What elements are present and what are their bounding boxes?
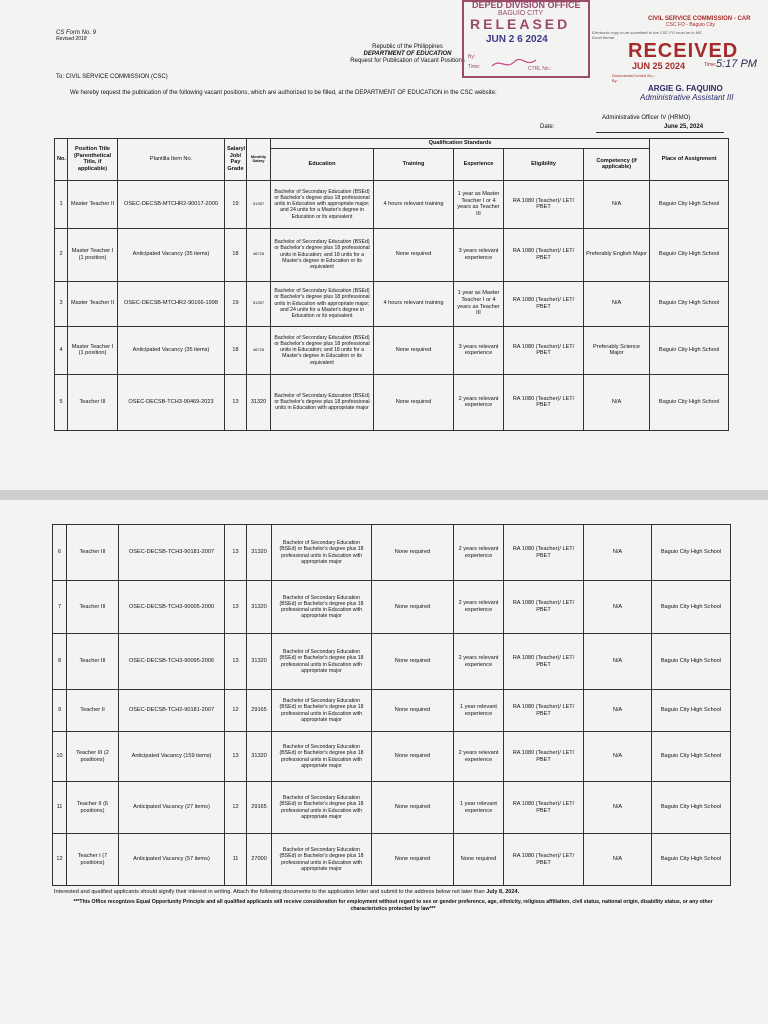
cell-experience: 1 year as Master Teacher I or 4 years as Teacher III [454, 180, 504, 228]
cell-education: Bachelor of Secondary Education (BSEd) or Bachelor's degree plus 18 professional units in Education with appropriate major [272, 634, 372, 690]
cell-eligibility: RA 1080 (Teacher)/ LET/ PBET [504, 374, 584, 430]
received-stamp-word: RECEIVED [628, 40, 739, 62]
received-stamp-ctrl: Documents/Control No.: [612, 73, 655, 78]
cell-no: 7 [53, 581, 67, 634]
cell-position: Teacher III [67, 581, 119, 634]
cell-salary: 29165 [247, 690, 272, 732]
cell-training: 4 hours relevant training [374, 281, 454, 326]
cell-training: None required [374, 228, 454, 281]
cell-plantilla: OSEC-DECSB-TCH3-90005-2000 [119, 581, 225, 634]
cell-salary: 27000 [247, 834, 272, 886]
cell-no: 4 [55, 326, 68, 374]
table-2-body [53, 525, 731, 886]
cell-eligibility: RA 1080 (Teacher)/ LET/ PBET [504, 690, 584, 732]
signatory-role-1: Administrative Assistant III [640, 93, 734, 102]
signatory-role-2: Administrative Officer IV (HRMO) [602, 115, 691, 121]
cell-no: 9 [53, 690, 67, 732]
cell-no: 5 [55, 374, 68, 430]
header-education: Education [271, 148, 374, 180]
cell-eligibility: RA 1080 (Teacher)/ LET/ PBET [504, 228, 584, 281]
date-underline [596, 132, 724, 133]
cell-salary: 46725 [247, 228, 271, 281]
intro-text: We hereby request the publication of the following vacant positions, which are authorized to be filled, at the DEPARTMENT OF EDUCATION in the CSC website: [70, 90, 497, 96]
cell-training: None required [374, 374, 454, 430]
cell-training: None required [372, 581, 454, 634]
cell-salary: 31320 [247, 634, 272, 690]
cell-competency: N/A [584, 634, 652, 690]
cell-no: 10 [53, 732, 67, 782]
cell-sg: 12 [225, 782, 247, 834]
released-stamp-ctrl: CTRL No.: [528, 66, 552, 72]
cell-eligibility: RA 1080 (Teacher)/ LET/ PBET [504, 180, 584, 228]
document-page-1 [0, 0, 768, 490]
cell-no: 3 [55, 281, 68, 326]
cell-position: Master Teacher I (1 position) [68, 228, 118, 281]
cell-competency: N/A [584, 281, 650, 326]
cell-eligibility: RA 1080 (Teacher)/ LET/ PBET [504, 732, 584, 782]
document-page-2 [0, 500, 768, 1024]
cell-education: Bachelor of Secondary Education (BSEd) or Bachelor's degree plus 18 professional units in Education with appropriate major; and 24 units for a Master's degree in Education or its equivalent [271, 281, 374, 326]
cell-place: Baguio City High School [652, 525, 731, 581]
cell-competency: N/A [584, 834, 652, 886]
table-row [55, 281, 729, 326]
cell-position: Master Teacher I (1 position) [68, 326, 118, 374]
cell-sg: 18 [225, 326, 247, 374]
header-plantilla: Plantilla Item No. [118, 139, 225, 181]
cell-competency: N/A [584, 690, 652, 732]
cell-salary: 46725 [247, 326, 271, 374]
cell-no: 8 [53, 634, 67, 690]
cell-competency: N/A [584, 525, 652, 581]
cell-competency: Preferably English Major [584, 228, 650, 281]
form-revision: Revised 2018 [56, 36, 87, 42]
cell-no: 11 [53, 782, 67, 834]
footer-instruction [54, 889, 730, 895]
cell-sg: 13 [225, 732, 247, 782]
header-competency: Competency (if applicable) [584, 148, 650, 180]
header-place: Place of Assignment [650, 139, 729, 181]
cell-position: Teacher II (6 positions) [67, 782, 119, 834]
cell-competency: N/A [584, 782, 652, 834]
cell-no: 6 [53, 525, 67, 581]
cell-sg: 11 [225, 834, 247, 886]
cell-plantilla: OSEC-DECSB-TCH3-90181-2007 [119, 525, 225, 581]
header-salary-grade: Salary/ Job/ Pay Grade [225, 139, 247, 181]
released-stamp-by: By: [468, 54, 476, 60]
cell-place: Baguio City High School [652, 732, 731, 782]
cell-education: Bachelor of Secondary Education (BSEd) or Bachelor's degree plus 18 professional units in Education with appropriate major [272, 525, 372, 581]
table-row [55, 180, 729, 228]
cell-no: 2 [55, 228, 68, 281]
csc-stamp-title: CIVIL SERVICE COMMISSION - CAR [648, 16, 751, 22]
cell-eligibility: RA 1080 (Teacher)/ LET/ PBET [504, 581, 584, 634]
header-eligibility: Eligibility [504, 148, 584, 180]
date-label: Date: [540, 124, 555, 130]
csc-stamp-note: Electronic copy to be submitted to the CSC FO must be in MS Excel format [592, 30, 702, 40]
cell-sg: 12 [225, 690, 247, 732]
cell-place: Baguio City High School [650, 180, 729, 228]
department-name: DEPARTMENT OF EDUCATION [363, 51, 452, 57]
cell-eligibility: RA 1080 (Teacher)/ LET/ PBET [504, 834, 584, 886]
cell-education: Bachelor of Secondary Education (BSEd) or Bachelor's degree plus 18 professional units in Education with appropriate major [272, 732, 372, 782]
cell-competency: Preferably Science Major [584, 326, 650, 374]
cell-education: Bachelor of Secondary Education (BSEd) or Bachelor's degree plus 18 professional units in Education with appropriate major [271, 374, 374, 430]
cell-salary: 29165 [247, 782, 272, 834]
cell-position: Master Teacher II [68, 281, 118, 326]
cell-plantilla: OSEC-DECSB-TCH3-90095-2006 [119, 634, 225, 690]
received-stamp-date: JUN 25 2024 [632, 61, 686, 71]
released-stamp-city: BAGUIO CITY [498, 10, 544, 17]
header-position: Position Title (Parenthetical Title, if applicable) [68, 139, 118, 181]
cell-plantilla: Anticipated Vacancy (57 items) [119, 834, 225, 886]
cell-education: Bachelor of Secondary Education (BSEd) or Bachelor's degree plus 18 professional units in Education with appropriate major [272, 834, 372, 886]
cell-training: None required [372, 525, 454, 581]
cell-sg: 13 [225, 374, 247, 430]
footer-eop: ***This Office recognizes Equal Opportunity Principle and all qualified applicants will receive consideration for employment without regard to sex or gender preference, age, ethnicity, religious affiliation, civil status, national origin, disability status, or any other characteristics protected by law*** [73, 899, 713, 913]
cell-experience: 2 years relevant experience [454, 581, 504, 634]
cell-place: Baguio City High School [650, 281, 729, 326]
footer-instruction-text: Interested and qualified applicants should signify their interest in writing. Attach the following documents to the application letter and submit to the address below not later than [54, 889, 485, 895]
cell-experience: 3 years relevant experience [454, 228, 504, 281]
cell-salary: 31320 [247, 525, 272, 581]
header-monthly-salary: Monthly Salary [247, 139, 271, 181]
cell-plantilla: OSEC-DECSB-TCH3-90469-2023 [118, 374, 225, 430]
table-row [53, 525, 731, 581]
cell-experience: 2 years relevant experience [454, 732, 504, 782]
cell-no: 12 [53, 834, 67, 886]
cell-place: Baguio City High School [650, 374, 729, 430]
cell-training: None required [372, 782, 454, 834]
cell-eligibility: RA 1080 (Teacher)/ LET/ PBET [504, 634, 584, 690]
cell-sg: 13 [225, 634, 247, 690]
cell-sg: 13 [225, 581, 247, 634]
released-stamp-time: Time: [468, 64, 481, 70]
vacancy-table-1 [54, 138, 729, 431]
cell-position: Teacher III [67, 634, 119, 690]
vacancy-table-2 [52, 524, 731, 886]
cell-experience: 1 year as Master Teacher I or 4 years as Teacher III [454, 281, 504, 326]
cell-salary: 31320 [247, 581, 272, 634]
cell-plantilla: Anticipated Vacancy (27 items) [119, 782, 225, 834]
header-qualification: Qualification Standards [271, 139, 650, 149]
cell-training: None required [372, 690, 454, 732]
cell-training: None required [372, 834, 454, 886]
cell-education: Bachelor of Secondary Education (BSEd) or Bachelor's degree plus 18 professional units in Education; and 18 units for a Master's degree in Education or its equivalent [271, 228, 374, 281]
cell-sg: 13 [225, 525, 247, 581]
cell-eligibility: RA 1080 (Teacher)/ LET/ PBET [504, 782, 584, 834]
released-stamp-top: DEPED DIVISION OFFICE [472, 0, 581, 10]
header-experience: Experience [454, 148, 504, 180]
table-1-body [55, 180, 729, 430]
cell-education: Bachelor of Secondary Education (BSEd) or Bachelor's degree plus 18 professional units in Education with appropriate major [272, 782, 372, 834]
cell-position: Teacher III (2 positions) [67, 732, 119, 782]
cell-place: Baguio City High School [652, 581, 731, 634]
received-stamp-by: By: [612, 78, 618, 83]
cell-no: 1 [55, 180, 68, 228]
cell-plantilla: Anticipated Vacancy (159 items) [119, 732, 225, 782]
released-stamp-date: JUN 2 6 2024 [486, 34, 548, 45]
cell-training: 4 hours relevant training [374, 180, 454, 228]
table-row [53, 834, 731, 886]
cell-salary: 51357 [247, 281, 271, 326]
cell-position: Teacher III [68, 374, 118, 430]
cell-sg: 19 [225, 180, 247, 228]
cell-experience: 3 years relevant experience [454, 326, 504, 374]
request-title: Request for Publication of Vacant Positions [350, 58, 465, 64]
released-stamp-word: RELEASED [470, 16, 571, 32]
cell-plantilla: Anticipated Vacancy (35 items) [118, 228, 225, 281]
cell-position: Teacher II [67, 690, 119, 732]
cell-competency: N/A [584, 180, 650, 228]
cell-experience: 2 years relevant experience [454, 525, 504, 581]
table-row [55, 326, 729, 374]
cell-position: Teacher I (7 positions) [67, 834, 119, 886]
date-value: June 25, 2024 [664, 124, 704, 130]
cell-sg: 19 [225, 281, 247, 326]
received-stamp [612, 40, 762, 83]
csc-stamp [592, 16, 766, 40]
cell-place: Baguio City High School [652, 782, 731, 834]
cell-experience: 1 year relevant experience [454, 690, 504, 732]
cell-competency: N/A [584, 374, 650, 430]
cell-education: Bachelor of Secondary Education (BSEd) or Bachelor's degree plus 18 professional units in Education with appropriate major [272, 690, 372, 732]
cell-training: None required [372, 732, 454, 782]
cell-education: Bachelor of Secondary Education (BSEd) or Bachelor's degree plus 18 professional units in Education with appropriate major [272, 581, 372, 634]
cell-place: Baguio City High School [650, 228, 729, 281]
cell-experience: 2 years relevant experience [454, 374, 504, 430]
cell-position: Teacher III [67, 525, 119, 581]
cell-salary: 31320 [247, 732, 272, 782]
form-number: CS Form No. 9 [56, 30, 97, 36]
cell-eligibility: RA 1080 (Teacher)/ LET/ PBET [504, 281, 584, 326]
table-row [55, 374, 729, 430]
header-training: Training [374, 148, 454, 180]
cell-experience: 2 years relevant experience [454, 634, 504, 690]
cell-salary: 31320 [247, 374, 271, 430]
cell-plantilla: OSEC-DECSB-MTCHR2-90166-1998 [118, 281, 225, 326]
cell-place: Baguio City High School [652, 634, 731, 690]
table-row [55, 228, 729, 281]
republic-line: Republic of the Philippines [372, 44, 443, 50]
received-stamp-time-label: Time: [704, 62, 717, 68]
header-no: No. [55, 139, 68, 181]
cell-experience: None required [454, 834, 504, 886]
table-row [53, 732, 731, 782]
cell-eligibility: RA 1080 (Teacher)/ LET/ PBET [504, 525, 584, 581]
table-row [53, 634, 731, 690]
cell-plantilla: OSEC-DECSB-MTCHR2-90017-2000 [118, 180, 225, 228]
cell-competency: N/A [584, 732, 652, 782]
cell-place: Baguio City High School [652, 690, 731, 732]
cell-sg: 18 [225, 228, 247, 281]
cell-position: Master Teacher II [68, 180, 118, 228]
cell-training: None required [372, 634, 454, 690]
cell-salary: 51357 [247, 180, 271, 228]
signature-mark [490, 56, 540, 72]
cell-education: Bachelor of Secondary Education (BSEd) or Bachelor's degree plus 18 professional units in Education; and 18 units for a Master's degree in Education or its equivalent [271, 326, 374, 374]
table-row [53, 690, 731, 732]
cell-competency: N/A [584, 581, 652, 634]
table-row [53, 581, 731, 634]
csc-stamp-sub: CSC FO - Baguio City [666, 22, 715, 28]
cell-education: Bachelor of Secondary Education (BSEd) or Bachelor's degree plus 18 professional units in Education with appropriate major; and 24 units for a Master's degree in Education or its equivalent [271, 180, 374, 228]
cell-place: Baguio City High School [652, 834, 731, 886]
addressee: To: CIVIL SERVICE COMMISSION (CSC) [56, 74, 168, 80]
signatory-name: ARGIE G. FAQUINO [648, 84, 723, 93]
cell-place: Baguio City High School [650, 326, 729, 374]
table-row [53, 782, 731, 834]
received-stamp-time: 5:17 PM [716, 58, 757, 70]
cell-plantilla: Anticipated Vacancy (35 items) [118, 326, 225, 374]
footer-deadline: July 8, 2024. [486, 889, 520, 895]
cell-plantilla: OSEC-DECSB-TCH2-90181-2007 [119, 690, 225, 732]
cell-eligibility: RA 1080 (Teacher)/ LET/ PBET [504, 326, 584, 374]
cell-experience: 1 year relevant experience [454, 782, 504, 834]
cell-training: None required [374, 326, 454, 374]
